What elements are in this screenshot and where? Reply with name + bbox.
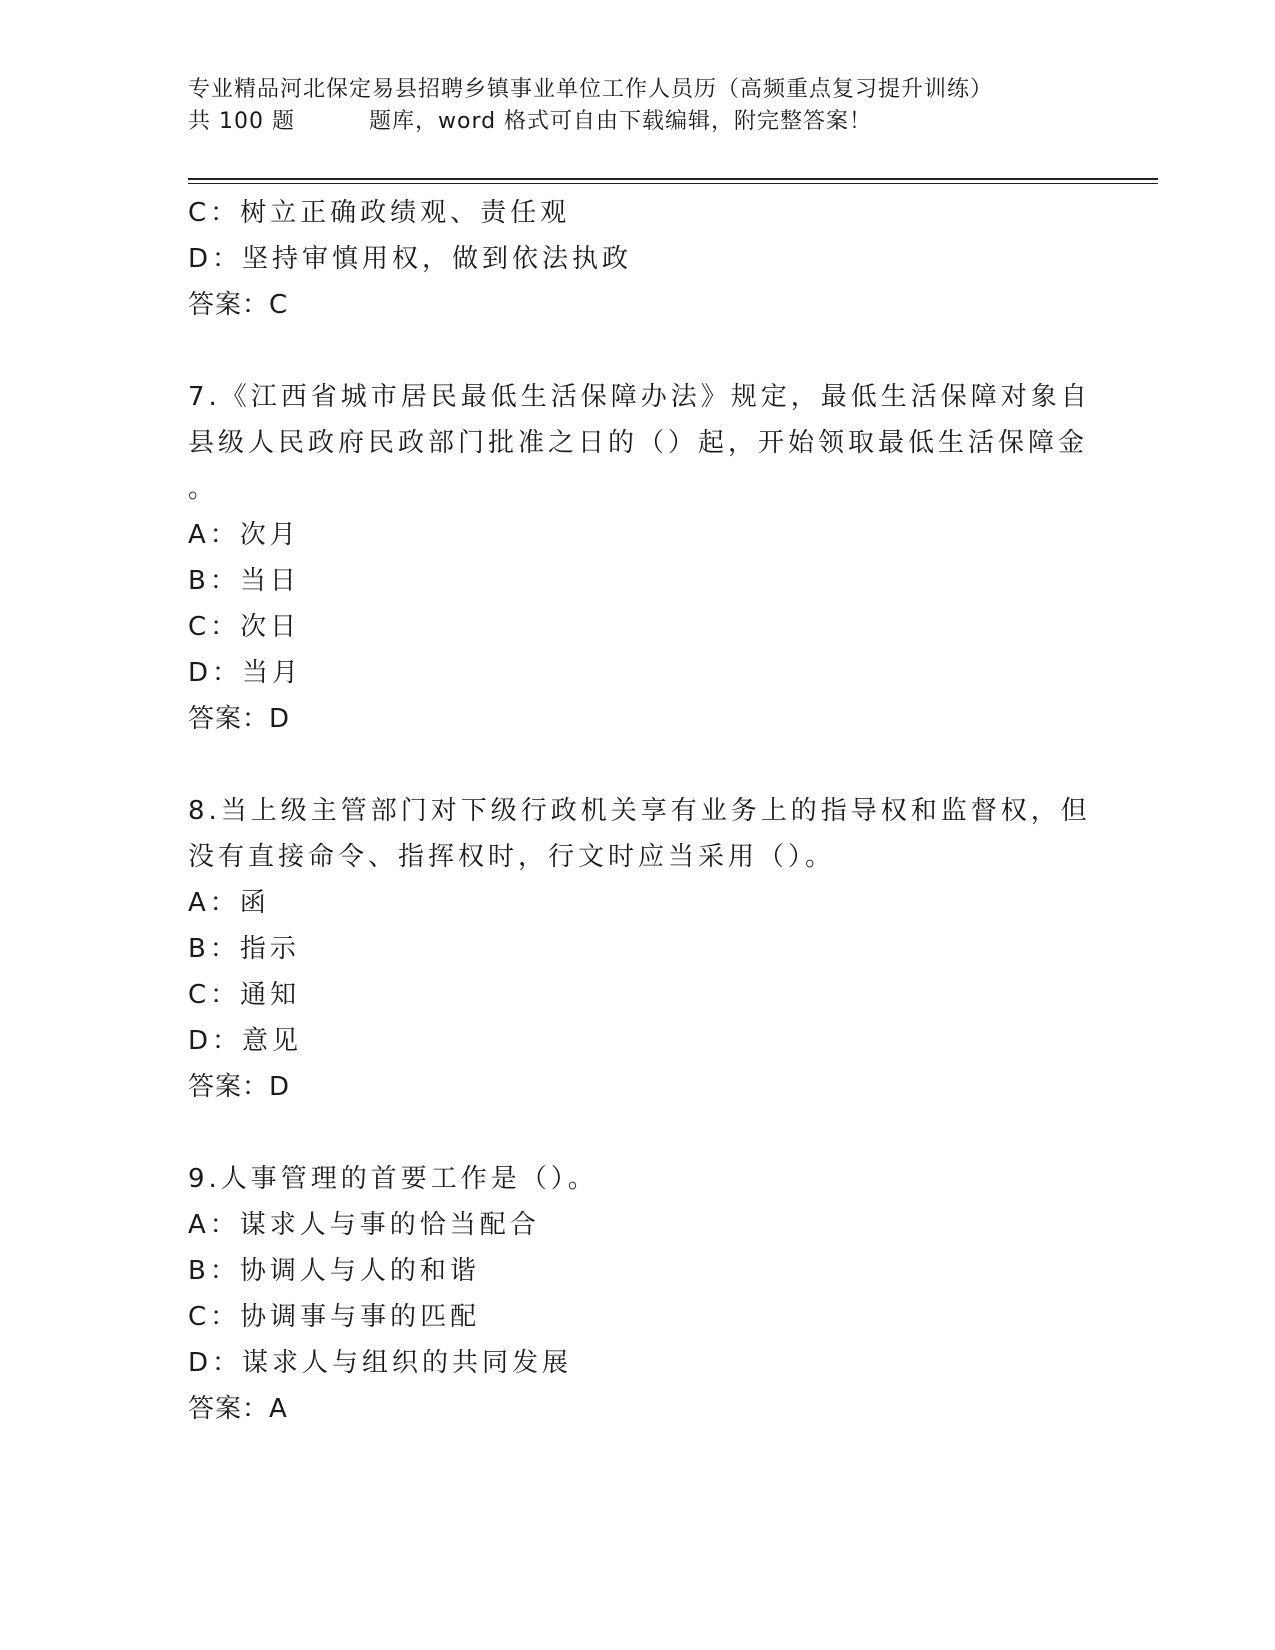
header-divider-thin [188,183,1158,184]
option-a: A：谋求人与事的恰当配合 [188,1210,540,1240]
option-c: C：通知 [188,980,301,1010]
answer: 答案：D [188,1072,291,1102]
question-8 [188,788,1091,1110]
option-d: D：意见 [188,1026,303,1056]
question-text: 县级人民政府民政部门批准之日的（）起，开始领取最低生活保障金 [188,428,1089,458]
question-7 [188,374,1091,742]
option-b: B：当日 [188,566,300,596]
carryover-question [188,190,1068,328]
header-subtitle [188,106,1088,138]
option-d: D：坚持审慎用权，做到依法执政 [188,244,633,274]
option-d: D：谋求人与组织的共同发展 [188,1348,573,1378]
option-a: A：函 [188,888,270,918]
header-divider [188,178,1158,180]
question-9 [188,1156,1068,1432]
page-header [188,74,1088,138]
answer: 答案：D [188,704,291,734]
option-a: A：次月 [188,520,300,550]
header-title: 专业精品河北保定易县招聘乡镇事业单位工作人员历（高频重点复习提升训练） [188,77,994,102]
option-c: C：协调事与事的匹配 [188,1302,481,1332]
answer: 答案：C [188,290,289,320]
option-c: C：次日 [188,612,301,642]
option-d: D：当月 [188,658,303,688]
question-text: 9.人事管理的首要工作是（）。 [188,1164,598,1194]
option-c: C：树立正确政绩观、责任观 [188,198,571,228]
question-content [188,190,1091,1432]
option-b: B：协调人与人的和谐 [188,1256,480,1286]
question-text: 7.《江西省城市居民最低生活保障办法》规定，最低生活保障对象自 [188,382,1091,412]
question-text: 。 [188,474,219,504]
question-count: 共 100 题 [188,109,295,134]
option-b: B：指示 [188,934,300,964]
answer: 答案：A [188,1394,288,1424]
question-text: 没有直接命令、指挥权时，行文时应当采用（）。 [188,842,836,872]
header-note: 题库，word 格式可自由下载编辑，附完整答案！ [368,109,873,134]
question-text: 8.当上级主管部门对下级行政机关享有业务上的指导权和监督权，但 [188,796,1091,826]
